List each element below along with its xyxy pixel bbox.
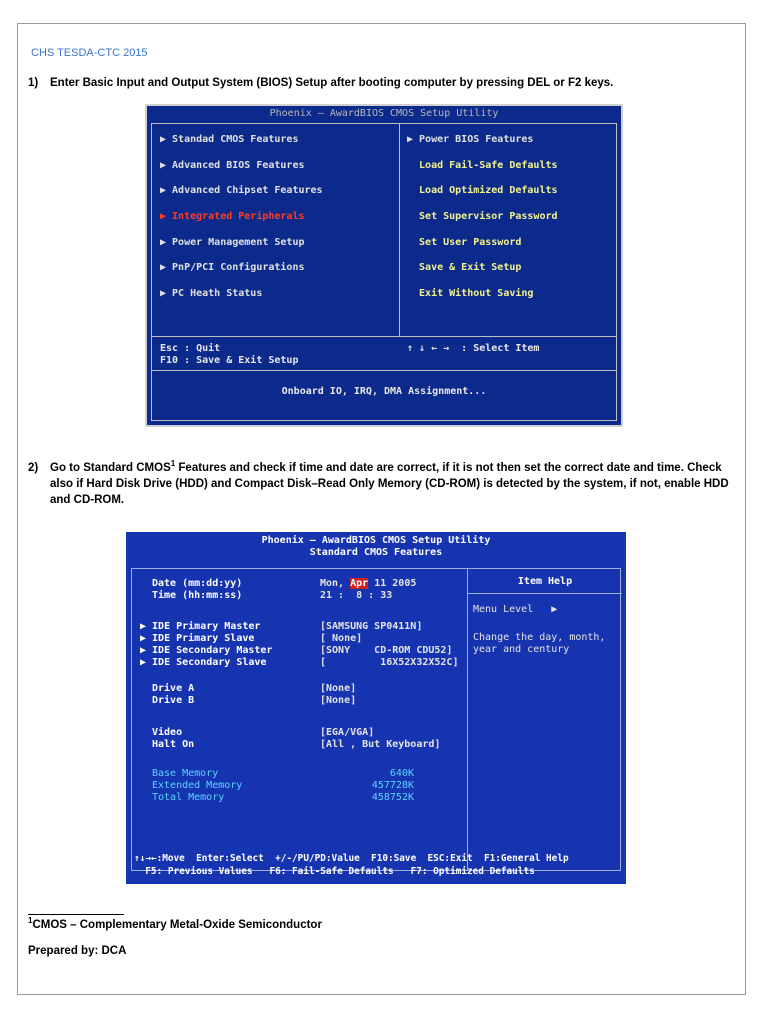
menu-item-standard-cmos[interactable]: ▶ Standad CMOS Features <box>160 134 299 145</box>
divider <box>152 370 616 371</box>
step-1-number: 1) <box>28 77 39 89</box>
ide-primary-master-label[interactable]: ▶ IDE Primary Master <box>140 621 261 632</box>
ide-secondary-slave-label[interactable]: ▶ IDE Secondary Slave <box>140 657 267 668</box>
footnote-number: 1 <box>28 916 33 926</box>
prepared-by: Prepared by: DCA <box>28 945 127 957</box>
video-label: Video <box>152 727 183 738</box>
step-2-number: 2) <box>28 462 39 474</box>
menu-level: Menu Level ▶ <box>473 604 558 615</box>
key-hints-line1: ↑↓→←:Move Enter:Select +/-/PU/PD:Value F10:Save ESC:Exit F1:General Help <box>134 853 569 864</box>
menu-item-power-bios[interactable]: ▶ Power BIOS Features <box>407 134 534 145</box>
footnote-divider <box>28 914 124 915</box>
bios-title: Phoenix – AwardBIOS CMOS Setup Utility <box>147 106 621 122</box>
menu-item-power-management[interactable]: ▶ Power Management Setup <box>160 237 305 248</box>
date-day: Mon, <box>320 578 345 589</box>
drive-b-value[interactable]: [None] <box>320 695 357 706</box>
divider <box>468 593 622 594</box>
halt-on-value[interactable]: [All , But Keyboard] <box>320 739 441 750</box>
key-hint-esc: Esc : Quit <box>160 343 221 354</box>
divider <box>399 124 400 336</box>
key-hint-arrows: ↑ ↓ ← → : Select Item <box>407 343 540 354</box>
step-2-text <box>50 460 746 508</box>
time-value[interactable]: 21 : 8 : 33 <box>320 590 393 601</box>
date-label: Date (mm:dd:yy) <box>152 578 243 589</box>
footnote-text: CMOS – Complementary Metal-Oxide Semiconductor <box>32 919 322 931</box>
key-hints-line2: F5: Previous Values F6: Fail-Safe Defaults F7: Optimized Defaults <box>134 866 535 877</box>
help-text-line1: Change the day, month, <box>473 632 606 643</box>
ide-secondary-slave-value[interactable]: [ 16X52X32X52C] <box>320 657 459 668</box>
time-label: Time (hh:mm:ss) <box>152 590 243 601</box>
menu-item-exit-without-saving[interactable]: Exit Without Saving <box>407 288 534 299</box>
date-rest: 11 2005 <box>374 578 417 589</box>
bios-menu-panel <box>151 123 617 421</box>
bios2-title-line1: Phoenix – AwardBIOS CMOS Setup Utility <box>261 535 491 546</box>
status-line: Onboard IO, IRQ, DMA Assignment... <box>281 386 487 397</box>
extended-memory-value: 457728K <box>371 780 414 791</box>
total-memory-label: Total Memory <box>152 792 225 803</box>
drive-a-value[interactable]: [None] <box>320 683 357 694</box>
bios2-title <box>126 532 626 564</box>
ide-secondary-master-value[interactable]: [SONY CD-ROM CDU52] <box>320 645 453 656</box>
total-memory-value: 458752K <box>371 792 414 803</box>
bios-standard-cmos-screenshot <box>126 532 626 884</box>
settings-panel <box>131 568 621 871</box>
menu-item-save-exit[interactable]: Save & Exit Setup <box>407 262 522 273</box>
date-value[interactable] <box>320 578 416 590</box>
footnote-ref: 1 <box>170 459 176 469</box>
ide-primary-slave-label[interactable]: ▶ IDE Primary Slave <box>140 633 255 644</box>
step-1-text: Enter Basic Input and Output System (BIOS) Setup after booting computer by pressing DEL or F2 keys. <box>50 77 614 89</box>
menu-item-load-optimized[interactable]: Load Optimized Defaults <box>407 185 558 196</box>
footnote <box>28 916 322 931</box>
base-memory-label: Base Memory <box>152 768 219 779</box>
menu-item-user-password[interactable]: Set User Password <box>407 237 522 248</box>
ide-primary-master-value[interactable]: [SAMSUNG SP0411N] <box>320 621 423 632</box>
step-2-text-b: Features and check if time and date are correct, if it is not then set the correct date and time. Check also if Hard Disk Drive (HDD) and Compact Disk–Read Only Memory (CD-ROM) is detected by the system, if not, enable HDD and CD-ROM. <box>50 462 729 506</box>
ide-primary-slave-value[interactable]: [ None] <box>320 633 363 644</box>
help-text-line2: year and century <box>473 644 570 655</box>
halt-on-label: Halt On <box>152 739 195 750</box>
step-2-text-a: Go to Standard CMOS <box>50 462 171 474</box>
document-header: CHS TESDA-CTC 2015 <box>31 47 148 59</box>
menu-item-advanced-chipset[interactable]: ▶ Advanced Chipset Features <box>160 185 323 196</box>
ide-secondary-master-label[interactable]: ▶ IDE Secondary Master <box>140 645 273 656</box>
menu-item-supervisor-password[interactable]: Set Supervisor Password <box>407 211 558 222</box>
bios2-title-line2: Standard CMOS Features <box>309 547 443 558</box>
divider <box>467 569 468 870</box>
video-value[interactable]: [EGA/VGA] <box>320 727 375 738</box>
step-1 <box>28 75 748 91</box>
item-help-title: Item Help <box>517 576 573 587</box>
key-hint-f10: F10 : Save & Exit Setup <box>160 355 299 366</box>
base-memory-value: 640K <box>389 768 414 779</box>
menu-item-advanced-bios[interactable]: ▶ Advanced BIOS Features <box>160 160 305 171</box>
menu-item-integrated-peripherals[interactable]: ▶ Integrated Peripherals <box>160 211 305 222</box>
extended-memory-label: Extended Memory <box>152 780 243 791</box>
divider <box>152 336 616 337</box>
menu-item-load-failsafe[interactable]: Load Fail-Safe Defaults <box>407 160 558 171</box>
date-month-selected[interactable]: Apr <box>350 578 369 589</box>
bios-main-menu-screenshot <box>145 104 623 427</box>
drive-b-label: Drive B <box>152 695 195 706</box>
menu-item-pnp-pci[interactable]: ▶ PnP/PCI Configurations <box>160 262 305 273</box>
drive-a-label: Drive A <box>152 683 195 694</box>
menu-item-pc-health[interactable]: ▶ PC Heath Status <box>160 288 263 299</box>
